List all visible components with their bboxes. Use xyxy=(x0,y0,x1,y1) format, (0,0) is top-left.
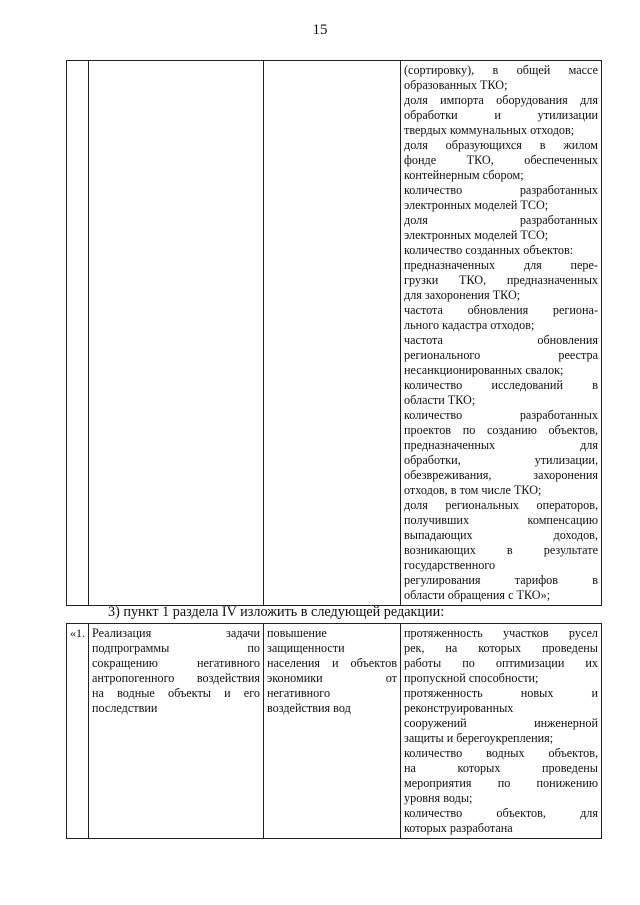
text-line: на водные объекты и его xyxy=(92,686,260,700)
text-line: количество объектов, для xyxy=(404,806,598,820)
text-line: сооружений инженерной xyxy=(404,716,598,730)
text-line: образованных ТКО; xyxy=(404,78,508,92)
text-line: работы по оптимизации их xyxy=(404,656,598,670)
table-cell-goal xyxy=(264,61,401,606)
text-line: протяженность участков русел xyxy=(404,626,598,640)
text-line: количество разработанных xyxy=(404,183,598,197)
text-line: несанкционированных свалок; xyxy=(404,363,564,377)
text-line: негативного xyxy=(267,686,331,700)
text-line: частота обновления xyxy=(404,333,598,347)
page-number: 15 xyxy=(312,22,328,38)
text-line: области ТКО; xyxy=(404,393,476,407)
text-line: грузки ТКО, предназначенных xyxy=(404,273,598,287)
text-line: твердых коммунальных отходов; xyxy=(404,123,575,137)
indicators-list xyxy=(404,63,598,603)
text-line: мероприятия по понижению xyxy=(404,776,598,790)
text-line: доля разработанных xyxy=(404,213,598,227)
text-line: рек, на которых проведены xyxy=(404,641,598,655)
text-line: защищенности xyxy=(267,641,345,655)
text-line: количество водных объектов, xyxy=(404,746,598,760)
text-line: сокращению негативного xyxy=(92,656,260,670)
table-cell-number xyxy=(67,61,89,606)
task-text xyxy=(92,626,260,716)
text-line: выпадающих доходов, xyxy=(404,528,598,542)
text-line: количество исследований в xyxy=(404,378,598,392)
row-number: «1. xyxy=(70,626,85,640)
indicators-table-new xyxy=(66,623,602,839)
table-cell-goal xyxy=(264,624,401,839)
text-line: области обращения с ТКО»; xyxy=(404,588,551,602)
text-line: доля образующихся в жилом xyxy=(404,138,598,152)
text-line: последствии xyxy=(92,701,158,715)
text-line: электронных моделей ТСО; xyxy=(404,198,549,212)
text-line: уровня воды; xyxy=(404,791,473,805)
goal-text xyxy=(267,626,397,716)
text-line: государственного xyxy=(404,558,496,572)
table-cell-indicators xyxy=(401,61,602,606)
text-line: предназначенных для пере- xyxy=(404,258,598,272)
text-line: проектов по созданию объектов, xyxy=(404,423,598,437)
text-line: обработки и утилизации xyxy=(404,108,598,122)
text-line: Реализация задачи xyxy=(92,626,260,640)
text-line: получивших компенсацию xyxy=(404,513,598,527)
text-line: количество созданных объектов: xyxy=(404,243,574,257)
text-line: льного кадастра отходов; xyxy=(404,318,535,332)
text-line: возникающих в результате xyxy=(404,543,598,557)
text-line: доля импорта оборудования для xyxy=(404,93,598,107)
table-cell-task xyxy=(89,624,264,839)
table-cell-number xyxy=(67,624,89,839)
table-row xyxy=(67,624,602,839)
text-line: регулирования тарифов в xyxy=(404,573,598,587)
text-line: протяженность новых и xyxy=(404,686,598,700)
text-line: защиты и берегоукрепления; xyxy=(404,731,554,745)
text-line: реконструированных xyxy=(404,701,514,715)
table-row xyxy=(67,61,602,606)
indicators-table-continued xyxy=(66,60,602,606)
text-line: регионального реестра xyxy=(404,348,598,362)
text-line: обезвреживания, захоронения xyxy=(404,468,598,482)
amendment-instruction: 3) пункт 1 раздела IV изложить в следующей редакции: xyxy=(108,604,445,620)
indicators-list xyxy=(404,626,598,836)
text-line: (сортировку), в общей массе xyxy=(404,63,598,77)
text-line: которых разработана xyxy=(404,821,513,835)
text-line: для захоронения ТКО; xyxy=(404,288,521,302)
text-line: населения и объектов xyxy=(267,656,397,670)
text-line: отходов, в том числе ТКО; xyxy=(404,483,542,497)
text-line: подпрограммы по xyxy=(92,641,260,655)
text-line: воздействия вод xyxy=(267,701,351,715)
text-line: обработки, утилизации, xyxy=(404,453,598,467)
text-line: частота обновления региона- xyxy=(404,303,598,317)
text-line: электронных моделей ТСО; xyxy=(404,228,549,242)
text-line: на которых проведены xyxy=(404,761,598,775)
text-line: количество разработанных xyxy=(404,408,598,422)
text-line: экономики от xyxy=(267,671,397,685)
text-line: контейнерным сбором; xyxy=(404,168,524,182)
text-line: предназначенных для xyxy=(404,438,598,452)
text-line: доля региональных операторов, xyxy=(404,498,598,512)
text-line: повышение xyxy=(267,626,327,640)
text-line: антропогенного воздействия xyxy=(92,671,260,685)
table-cell-task xyxy=(89,61,264,606)
text-line: фонде ТКО, обеспеченных xyxy=(404,153,598,167)
table-cell-indicators xyxy=(401,624,602,839)
text-line: пропускной способности; xyxy=(404,671,539,685)
